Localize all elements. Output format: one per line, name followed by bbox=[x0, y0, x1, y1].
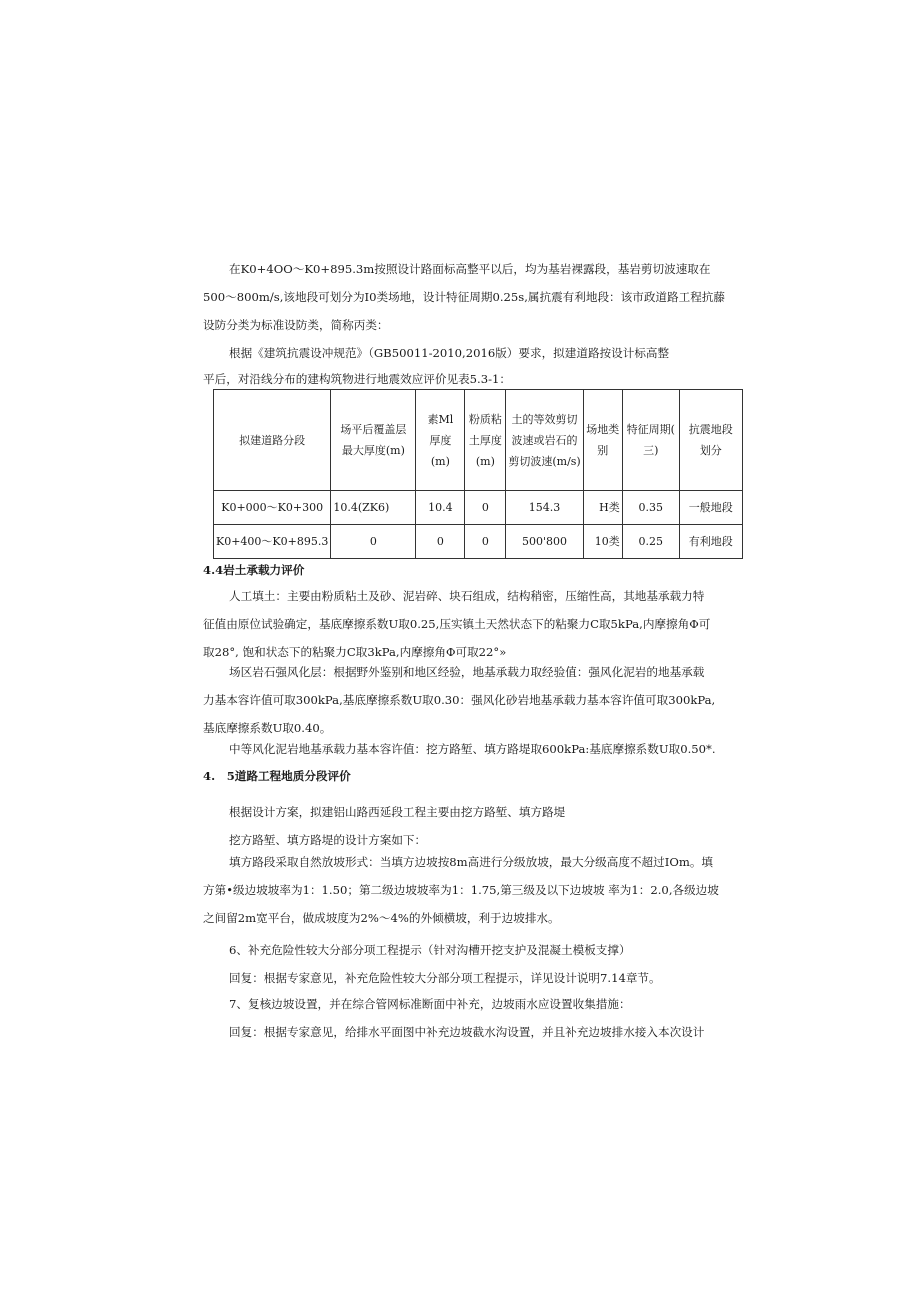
section-4-5 bbox=[203, 762, 743, 790]
table-cell: 0 bbox=[416, 525, 465, 559]
basis-line-2: 平后，对沿线分布的建构筑物进行地震效应评价见表5.3-1： bbox=[203, 372, 511, 386]
table-cell: 0 bbox=[465, 525, 506, 559]
header-cell bbox=[622, 390, 679, 491]
table-cell: 0.35 bbox=[622, 491, 679, 525]
intro-line-3: 设防分类为标准设防类，简称丙类： bbox=[203, 318, 389, 332]
fill-line-3: 取28°, 饱和状态下的粘聚力C取3kPa,内摩擦角Φ可取22°» bbox=[203, 645, 507, 659]
header-text: 厚度 bbox=[429, 433, 452, 447]
rock-paragraph bbox=[203, 658, 743, 742]
table-cell: K0+400～K0+895.3 bbox=[214, 525, 331, 559]
header-text: 土的等效剪切 bbox=[511, 412, 578, 426]
section-4-4-heading: 4.4岩土承载力评价 bbox=[203, 563, 305, 577]
header-text: 别 bbox=[597, 444, 609, 457]
design-line-2: 挖方路堑、填方路堤的设计方案如下： bbox=[229, 833, 427, 847]
header-text: 拟建道路分段 bbox=[239, 433, 306, 447]
item-6 bbox=[203, 936, 743, 992]
header-text: 剪切波速(m∕s) bbox=[508, 454, 581, 468]
header-cell bbox=[583, 390, 622, 491]
fill-line-2: 征值由原位试验确定，基底摩擦系数U取0.25,压实镇土天然状态下的粘聚力C取5kPa,内摩擦角Φ可 bbox=[203, 617, 711, 631]
intro-line-1: 在K0+4OO～K0+895.3m按照设计路面标高整平以后，均为基岩裸露段，基岩剪切波速取在 bbox=[229, 262, 711, 276]
table-cell: 154.3 bbox=[506, 491, 583, 525]
rock-line-1: 场区岩石强风化层：根据野外鉴别和地区经验，地基承载力取经验值：强风化泥岩的地基承载 bbox=[229, 665, 705, 679]
header-text: 土厚度 bbox=[468, 433, 502, 447]
design-line-1: 根据设计方案，拟建铝山路西延段工程主要由挖方路堑、填方路堤 bbox=[229, 805, 566, 819]
rock-line-2: 力基本容许值可取300kPa,基底摩擦系数U取0.30：强风化砂岩地基承载力基本容许值可取300kPa, bbox=[203, 693, 716, 707]
design-paragraph bbox=[203, 798, 743, 854]
table-cell: 10类 bbox=[583, 525, 622, 559]
item-7-title: 7、复核边坡设置，并在综合管网标准断面中补充，边坡雨水应设置收集措施： bbox=[229, 997, 631, 1011]
slope-line-2: 方第•级边坡坡率为1：1.50；第二级边坡坡率为1：1.75,第三级及以下边坡坡 率为1：2.0,各级边坡 bbox=[203, 883, 719, 897]
header-text: 场地类 bbox=[586, 423, 620, 436]
slope-line-1: 填方路段采取自然放坡形式：当填方边坡按8m高进行分级放坡，最大分级高度不超过IOm。填 bbox=[229, 855, 714, 869]
intro-paragraph bbox=[203, 255, 743, 339]
rock-line-3: 基底摩擦系数U取0.40。 bbox=[203, 721, 332, 735]
header-cell bbox=[679, 390, 742, 491]
header-cell bbox=[465, 390, 506, 491]
fill-line-1: 人工填土：主要由粉质粘土及砂、泥岩碎、块石组成，结构稍密，压缩性高，其地基承载力特 bbox=[229, 589, 705, 603]
table-cell: H类 bbox=[583, 491, 622, 525]
table-cell: 0 bbox=[331, 525, 416, 559]
table-cell: 0 bbox=[465, 491, 506, 525]
header-text: 特征周期( bbox=[626, 423, 675, 436]
header-text: 场平后覆盖层 bbox=[340, 423, 407, 436]
basis-paragraph-cont bbox=[203, 367, 743, 391]
header-text: 波速或岩石的 bbox=[511, 433, 578, 447]
section-4-4 bbox=[203, 558, 743, 582]
slope-line-3: 之间留2m宽平台，做成坡度为2%～4%的外倾横坡，利于边坡排水。 bbox=[203, 911, 560, 925]
intro-line-2: 500～800m∕s,该地段可划分为I0类场地，设计特征周期0.25s,属抗震有利地段：该市政道路工程抗藤 bbox=[203, 290, 725, 304]
mid-rock-paragraph bbox=[203, 735, 743, 763]
header-text: (m) bbox=[430, 454, 450, 468]
item-7 bbox=[203, 990, 743, 1046]
table-cell: K0+000～K0+300 bbox=[214, 491, 331, 525]
mid-rock-line: 中等风化泥岩地基承载力基本容许值：挖方路堑、填方路堤取600kPa:基底摩擦系数U取0.50*. bbox=[229, 742, 716, 756]
item-6-title: 6、补充危险性较大分部分项工程提示（针对沟槽开挖支护及混凝土模板支撑） bbox=[229, 943, 631, 957]
seismic-evaluation-table bbox=[213, 389, 743, 559]
fill-paragraph bbox=[203, 582, 743, 666]
slope-paragraph bbox=[203, 848, 743, 932]
header-text: (m) bbox=[475, 454, 495, 468]
header-text: 划分 bbox=[699, 444, 722, 457]
table-cell: 10.4(ZK6) bbox=[331, 491, 416, 525]
item-6-reply: 回复：根据专家意见，补充危险性较大分部分项工程提示，详见设计说明7.14章节。 bbox=[229, 971, 661, 985]
table-cell: 一般地段 bbox=[679, 491, 742, 525]
header-text: 素Ml bbox=[427, 412, 454, 426]
header-cell bbox=[331, 390, 416, 491]
header-text: 三) bbox=[643, 444, 659, 457]
table-cell: 10.4 bbox=[416, 491, 465, 525]
table-header-row bbox=[214, 390, 743, 491]
table-cell: 有利地段 bbox=[679, 525, 742, 559]
header-text: 抗震地段 bbox=[688, 423, 733, 436]
header-cell bbox=[214, 390, 331, 491]
header-cell bbox=[416, 390, 465, 491]
table-row bbox=[214, 491, 743, 525]
header-text: 最大厚度(m) bbox=[341, 444, 405, 457]
table-row bbox=[214, 525, 743, 559]
item-7-reply: 回复：根据专家意见，给排水平面图中补充边坡截水沟设置，并且补充边坡排水接入本次设计 bbox=[229, 1025, 705, 1039]
header-text: 粉质粘 bbox=[468, 412, 502, 426]
basis-line-1: 根据《建筑抗震设冲规范》（GB50011-2010,2016版）要求，拟建道路按设计标高整 bbox=[229, 346, 670, 360]
section-4-5-heading: 4. 5道路工程地质分段评价 bbox=[203, 769, 351, 783]
table-cell: 500'800 bbox=[506, 525, 583, 559]
table-cell: 0.25 bbox=[622, 525, 679, 559]
basis-paragraph bbox=[203, 339, 743, 367]
header-cell bbox=[506, 390, 583, 491]
